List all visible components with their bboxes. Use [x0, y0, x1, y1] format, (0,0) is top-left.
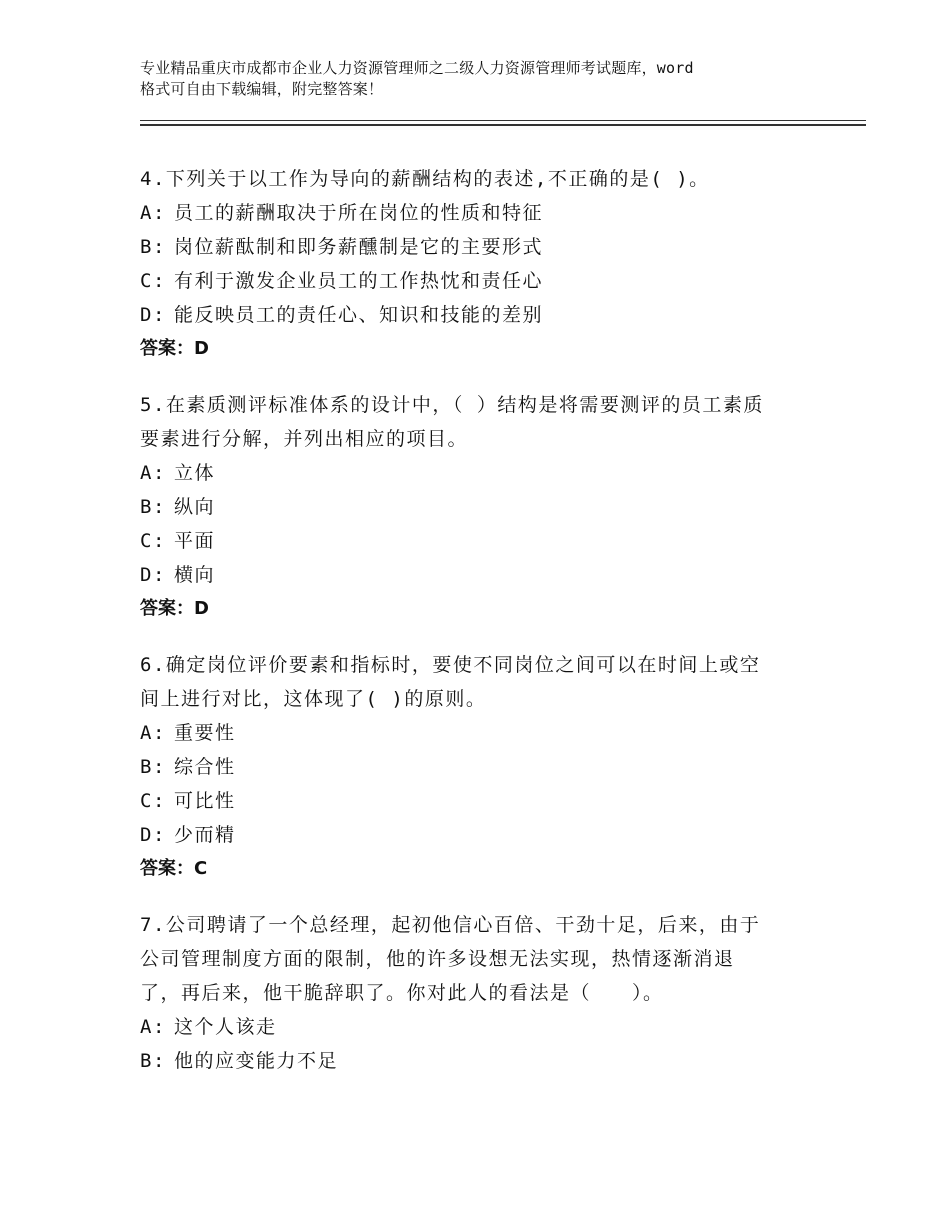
option-a: [140, 1010, 820, 1044]
answer-label: 答案：: [140, 598, 194, 619]
question-stem-line-1: 5.在素质测评标准体系的设计中，（ ）结构是将需要测评的员工素质: [140, 394, 764, 416]
option-letter: D:: [140, 304, 166, 326]
header-line-2: 格式可自由下载编辑，附完整答案！: [140, 80, 384, 98]
option-c: [140, 784, 820, 818]
question-stem-line-1: 6.确定岗位评价要素和指标时，要使不同岗位之间可以在时间上或空: [140, 654, 761, 676]
option-text: 综合性: [174, 756, 236, 778]
question-7: [140, 908, 820, 1078]
option-b: [140, 1044, 820, 1078]
option-letter: A:: [140, 202, 166, 224]
option-letter: B:: [140, 1050, 166, 1072]
option-text: 能反映员工的责任心、知识和技能的差别: [174, 304, 544, 326]
option-letter: D:: [140, 564, 166, 586]
question-stem-line-2: 间上进行对比，这体现了( )的原则。: [140, 688, 487, 710]
option-text: 这个人该走: [174, 1016, 277, 1038]
question-stem: 4.下列关于以工作为导向的薪酬结构的表述,不正确的是( )。: [140, 168, 710, 190]
header-divider-thick: [140, 124, 866, 126]
question-5: [140, 388, 820, 626]
question-4: [140, 162, 820, 366]
option-text: 可比性: [174, 790, 236, 812]
option-d: [140, 558, 820, 592]
question-stem-line-2: 要素进行分解，并列出相应的项目。: [140, 428, 469, 450]
option-a: [140, 196, 820, 230]
option-d: [140, 298, 820, 332]
option-text: 重要性: [174, 722, 236, 744]
option-letter: B:: [140, 756, 166, 778]
option-b: [140, 490, 820, 524]
question-list: [140, 162, 820, 1100]
option-text: 岗位薪酞制和即务薪醺制是它的主要形式: [174, 236, 544, 258]
option-text: 有利于激发企业员工的工作热忱和责任心: [174, 270, 544, 292]
option-letter: D:: [140, 824, 166, 846]
option-c: [140, 264, 820, 298]
answer-line: [140, 592, 820, 626]
option-b: [140, 750, 820, 784]
question-6: [140, 648, 820, 886]
option-letter: A:: [140, 722, 166, 744]
answer-value: C: [194, 858, 208, 879]
option-d: [140, 818, 820, 852]
question-stem-line-2: 公司管理制度方面的限制，他的许多设想无法实现，热情逐渐消退: [140, 948, 735, 970]
option-text: 平面: [174, 530, 216, 552]
option-b: [140, 230, 820, 264]
option-letter: C:: [140, 270, 166, 292]
option-letter: C:: [140, 790, 166, 812]
option-a: [140, 716, 820, 750]
option-text: 他的应变能力不足: [174, 1050, 339, 1072]
answer-line: [140, 852, 820, 886]
document-header: [140, 58, 840, 100]
answer-label: 答案：: [140, 338, 194, 359]
option-letter: A:: [140, 1016, 166, 1038]
option-letter: A:: [140, 462, 166, 484]
answer-value: D: [194, 338, 209, 359]
question-stem-line-3: 了，再后来，他干脆辞职了。你对此人的看法是（ ）。: [140, 982, 664, 1004]
answer-line: [140, 332, 820, 366]
option-a: [140, 456, 820, 490]
header-divider-thin: [140, 120, 866, 121]
option-text: 横向: [174, 564, 216, 586]
option-c: [140, 524, 820, 558]
answer-value: D: [194, 598, 209, 619]
question-stem-line-1: 7.公司聘请了一个总经理，起初他信心百倍、干劲十足，后来，由于: [140, 914, 761, 936]
option-letter: B:: [140, 236, 166, 258]
option-letter: C:: [140, 530, 166, 552]
answer-label: 答案：: [140, 858, 194, 879]
option-letter: B:: [140, 496, 166, 518]
header-line-1: 专业精品重庆市成都市企业人力资源管理师之二级人力资源管理师考试题库，word: [140, 59, 694, 77]
option-text: 员工的薪酬取决于所在岗位的性质和特征: [174, 202, 544, 224]
option-text: 少而精: [174, 824, 236, 846]
option-text: 立体: [174, 462, 216, 484]
option-text: 纵向: [174, 496, 216, 518]
